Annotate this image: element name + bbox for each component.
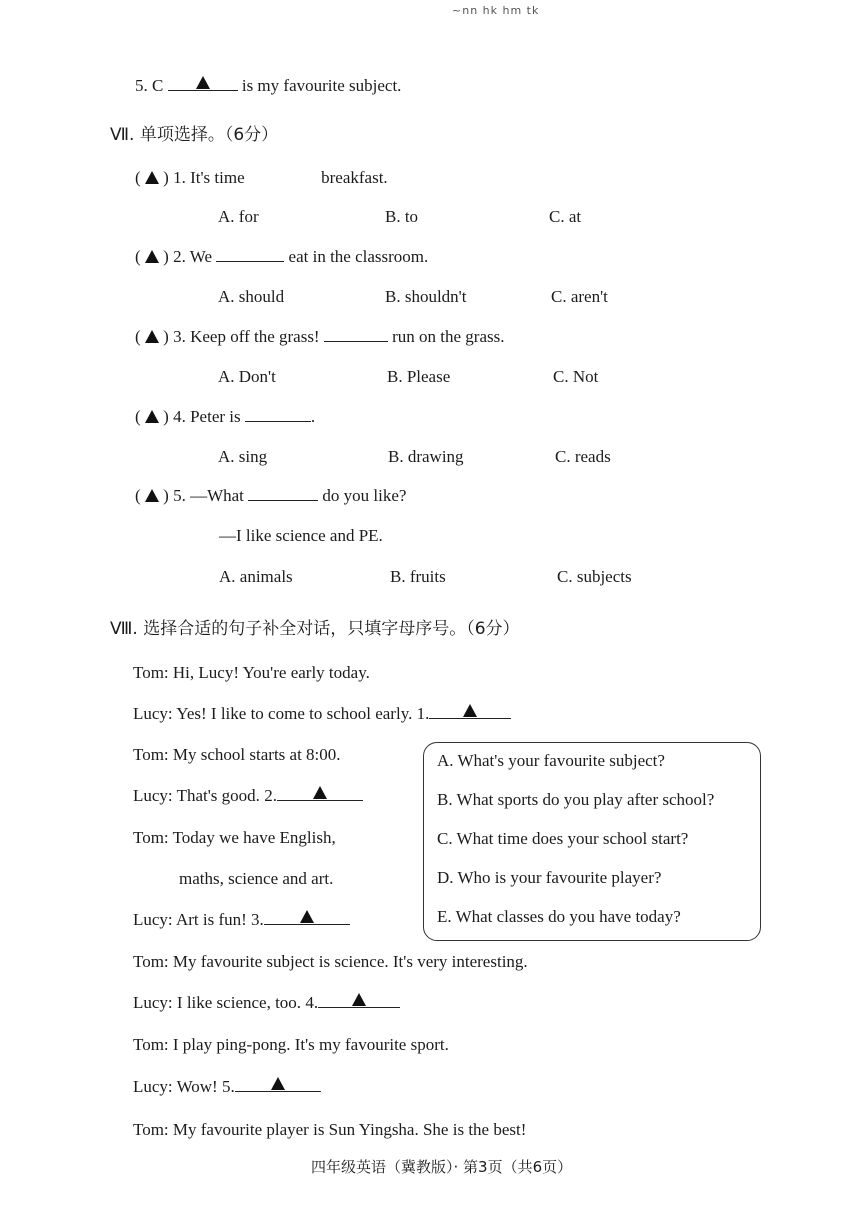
question-4-option-b: B. drawing — [388, 447, 464, 466]
question-1-option-c: C. at — [549, 207, 582, 226]
triangle-icon — [145, 489, 159, 502]
triangle-icon — [463, 704, 477, 717]
answer-blank[interactable] — [248, 486, 318, 501]
question-4-option-a: A. sing — [218, 447, 268, 466]
prev-item-5: 5. C is my favourite subject. — [135, 76, 402, 95]
question-1-option-a: A. for — [218, 207, 259, 226]
choice-d: D. Who is your favourite player? — [437, 868, 662, 887]
question-3-option-b: B. Please — [387, 367, 451, 386]
section-7-heading: Ⅶ. 单项选择。（6分） — [110, 125, 279, 145]
dialogue-line: maths, science and art. — [179, 869, 334, 888]
triangle-icon — [313, 786, 327, 799]
choice-e: E. What classes do you have today? — [437, 907, 681, 926]
dialogue-line: Lucy: That's good. 2. — [133, 786, 363, 806]
triangle-icon — [145, 330, 159, 343]
dialogue-line: Lucy: Wow! 5. — [133, 1077, 321, 1097]
answer-blank[interactable] — [277, 786, 363, 801]
triangle-icon — [145, 410, 159, 423]
answer-blank[interactable] — [235, 1077, 321, 1092]
triangle-icon — [196, 76, 210, 89]
choice-b: B. What sports do you play after school? — [437, 790, 715, 809]
question-3: ( ) 3. Keep off the grass! run on the grass. — [135, 327, 505, 346]
section-8-heading: Ⅷ. 选择合适的句子补全对话，只填字母序号。（6分） — [110, 619, 520, 639]
question-3-option-c: C. Not — [553, 367, 599, 386]
answer-blank[interactable] — [245, 407, 311, 422]
question-5-option-b: B. fruits — [390, 567, 446, 586]
answer-blank[interactable] — [249, 168, 317, 183]
triangle-icon — [271, 1077, 285, 1090]
question-1: ( ) 1. It's time breakfast. — [135, 168, 388, 187]
question-3-option-a: A. Don't — [218, 367, 276, 386]
question-5-option-a: A. animals — [219, 567, 293, 586]
dialogue-line: Tom: Hi, Lucy! You're early today. — [133, 663, 370, 682]
answer-blank[interactable] — [168, 76, 238, 91]
page-footer: 四年级英语（冀教版）· 第3页（共6页） — [311, 1158, 573, 1176]
answer-blank[interactable] — [318, 993, 400, 1008]
question-2: ( ) 2. We eat in the classroom. — [135, 247, 429, 266]
triangle-icon — [352, 993, 366, 1006]
dialogue-line: Tom: My favourite player is Sun Yingsha. She is the best! — [133, 1120, 527, 1139]
dialogue-line: Tom: My school starts at 8:00. — [133, 745, 341, 764]
answer-blank[interactable] — [264, 910, 350, 925]
triangle-icon — [300, 910, 314, 923]
question-5: ( ) 5. —What do you like? — [135, 486, 407, 505]
triangle-icon — [145, 250, 159, 263]
question-2-option-b: B. shouldn't — [385, 287, 467, 306]
header-mark: ~nn hk hm tk — [452, 4, 540, 17]
dialogue-line: Lucy: I like science, too. 4. — [133, 993, 400, 1013]
answer-blank[interactable] — [216, 247, 284, 262]
question-5-reply: —I like science and PE. — [219, 526, 383, 545]
choice-c: C. What time does your school start? — [437, 829, 689, 848]
question-2-option-a: A. should — [218, 287, 285, 306]
triangle-icon — [145, 171, 159, 184]
question-2-option-c: C. aren't — [551, 287, 608, 306]
dialogue-line: Lucy: Yes! I like to come to school early. 1. — [133, 704, 511, 724]
dialogue-line: Tom: My favourite subject is science. It's very interesting. — [133, 952, 528, 971]
question-1-option-b: B. to — [385, 207, 419, 226]
question-4-option-c: C. reads — [555, 447, 611, 466]
dialogue-line: Tom: Today we have English, — [133, 828, 336, 847]
dialogue-line: Tom: I play ping-pong. It's my favourite sport. — [133, 1035, 449, 1054]
answer-blank[interactable] — [429, 704, 511, 719]
question-5-option-c: C. subjects — [557, 567, 632, 586]
choice-a: A. What's your favourite subject? — [437, 751, 665, 770]
question-4: ( ) 4. Peter is . — [135, 407, 316, 426]
dialogue-line: Lucy: Art is fun! 3. — [133, 910, 350, 930]
answer-blank[interactable] — [324, 327, 388, 342]
